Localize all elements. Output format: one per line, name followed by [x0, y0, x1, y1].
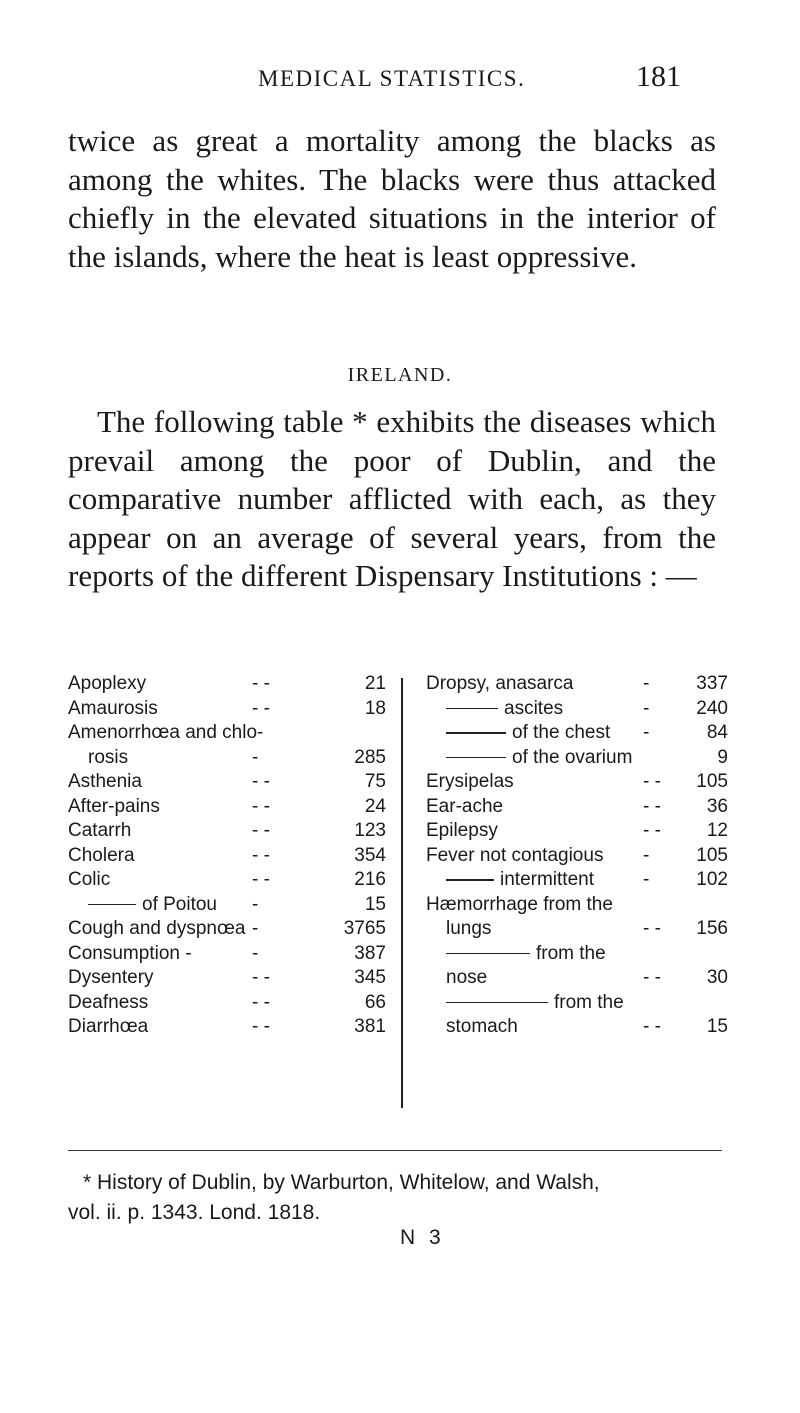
- disease-name: Consumption -: [68, 942, 192, 964]
- table-row: [68, 721, 396, 746]
- case-count: 381: [354, 1016, 386, 1037]
- disease-name-dittoed: [446, 746, 632, 771]
- disease-name: Apoplexy: [68, 673, 147, 694]
- table-row: [68, 868, 396, 893]
- disease-name-dittoed: [446, 868, 594, 893]
- disease-name: Colic: [68, 869, 111, 890]
- disease-subname: from the: [536, 942, 606, 964]
- ditto-rule: [446, 708, 498, 710]
- case-count: 102: [696, 869, 728, 890]
- leader-dashes: -: [252, 893, 259, 915]
- table-row: [68, 770, 396, 795]
- table-row: [68, 672, 396, 697]
- disease-subname: of Poitou: [142, 893, 217, 915]
- footnote-line: * History of Dublin, by Warburton, Whitelow, and Walsh,: [83, 1171, 600, 1194]
- disease-name: Dysentery: [68, 967, 154, 988]
- ditto-rule: [446, 757, 506, 759]
- case-count: 75: [364, 771, 386, 792]
- leader-dashes: - -: [643, 967, 661, 988]
- leader-dashes: -: [643, 697, 650, 719]
- table-right-column: [426, 672, 728, 1040]
- case-count: 12: [706, 820, 728, 841]
- disease-subname: intermittent: [500, 869, 594, 890]
- disease-name: Catarrh: [68, 820, 132, 841]
- disease-name: Dropsy, anasarca: [426, 673, 574, 694]
- disease-name-dittoed: [446, 942, 606, 967]
- case-count: 9: [717, 746, 728, 768]
- table-row: [426, 795, 728, 820]
- disease-name: Amenorrhœa and chlo-: [68, 722, 264, 743]
- case-count: 345: [354, 967, 386, 988]
- signature-mark: N 3: [400, 1226, 445, 1249]
- disease-subname: ascites: [504, 697, 564, 719]
- disease-name: Asthenia: [68, 771, 142, 792]
- case-count: 21: [364, 673, 386, 694]
- disease-name: rosis: [88, 746, 129, 768]
- leader-dashes: - -: [643, 771, 661, 792]
- leader-dashes: -: [643, 673, 650, 694]
- leader-dashes: - -: [252, 967, 270, 988]
- ditto-rule: [446, 732, 506, 734]
- case-count: 105: [696, 844, 728, 866]
- section-heading: IRELAND.: [347, 364, 453, 386]
- case-count: 354: [354, 844, 386, 866]
- disease-name: Erysipelas: [426, 771, 514, 792]
- case-count: 156: [696, 918, 728, 939]
- table-row: [68, 917, 396, 942]
- leader-dashes: -: [252, 746, 259, 768]
- case-count: 285: [354, 746, 386, 768]
- disease-name-dittoed: [446, 991, 624, 1016]
- leader-dashes: - -: [643, 1016, 661, 1037]
- table-row: [426, 697, 728, 722]
- footnote: [68, 1168, 748, 1228]
- ditto-rule: [446, 953, 530, 955]
- case-count: 337: [696, 673, 728, 694]
- leader-dashes: -: [643, 869, 650, 890]
- table-row: [426, 721, 728, 746]
- case-count: 24: [364, 795, 386, 817]
- paragraph-intro: The following table * exhibits the diseases which prevail among the poor of Dublin, and the comparative number afflicted with each, as they appear on an average of several years, from the reports of the different Dispensary Institutions : —: [68, 404, 716, 593]
- table-row: [68, 844, 396, 869]
- leader-dashes: - -: [252, 820, 270, 841]
- ditto-rule: [446, 879, 494, 881]
- disease-name-dittoed: [446, 697, 563, 722]
- table-row: [426, 893, 728, 918]
- table-row: [426, 844, 728, 869]
- case-count: 30: [706, 967, 728, 988]
- case-count: 15: [364, 893, 386, 915]
- footnote-line: vol. ii. p. 1343. Lond. 1818.: [68, 1201, 321, 1224]
- leader-dashes: - -: [252, 771, 270, 792]
- table-row: [426, 819, 728, 844]
- disease-table: [68, 672, 728, 1112]
- case-count: 18: [364, 697, 386, 719]
- running-head: [0, 60, 800, 106]
- disease-name: Cholera: [68, 844, 135, 866]
- table-row: [426, 1015, 728, 1040]
- table-row: [68, 893, 396, 918]
- disease-name: Epilepsy: [426, 820, 498, 841]
- leader-dashes: - -: [252, 844, 270, 866]
- leader-dashes: -: [643, 722, 650, 743]
- table-row: [426, 966, 728, 991]
- leader-dashes: -: [643, 844, 650, 866]
- case-count: 123: [354, 820, 386, 841]
- table-row: [426, 672, 728, 697]
- running-title: MEDICAL STATISTICS.: [258, 66, 526, 91]
- case-count: 105: [696, 771, 728, 792]
- table-row: [68, 819, 396, 844]
- leader-dashes: - -: [252, 673, 270, 694]
- table-row: [68, 697, 396, 722]
- table-row: [426, 991, 728, 1016]
- case-count: 84: [706, 722, 728, 743]
- table-row: [426, 917, 728, 942]
- disease-name: Cough and dyspnœa: [68, 918, 246, 939]
- table-row: [68, 795, 396, 820]
- disease-name: Diarrhœa: [68, 1016, 149, 1037]
- case-count: 3765: [343, 918, 386, 939]
- disease-name: lungs: [446, 918, 492, 939]
- disease-subname: of the ovarium: [512, 746, 633, 768]
- leader-dashes: - -: [643, 820, 661, 841]
- leader-dashes: - -: [252, 869, 270, 890]
- table-row: [426, 942, 728, 967]
- table-row: [68, 942, 396, 967]
- table-row: [68, 1015, 396, 1040]
- ditto-rule: [88, 904, 136, 906]
- table-row: [426, 746, 728, 771]
- table-row: [426, 770, 728, 795]
- column-divider: [401, 678, 403, 1108]
- table-row: [68, 991, 396, 1016]
- case-count: 36: [706, 795, 728, 817]
- table-left-column: [68, 672, 396, 1040]
- case-count: 387: [354, 942, 386, 964]
- leader-dashes: - -: [643, 918, 661, 939]
- leader-dashes: - -: [252, 991, 270, 1013]
- disease-name: Ear-ache: [426, 795, 504, 817]
- case-count: 15: [706, 1016, 728, 1037]
- disease-name: After-pains: [68, 795, 160, 817]
- case-count: 66: [364, 991, 386, 1013]
- paragraph-continuation: twice as great a mortality among the blacks as among the whites. The blacks were thus attacked chiefly in the elevated situations in the interior of the islands, where the heat is least oppressive.: [68, 123, 716, 274]
- table-row: [426, 868, 728, 893]
- disease-name: Deafness: [68, 991, 149, 1013]
- leader-dashes: - -: [252, 795, 270, 817]
- leader-dashes: - -: [643, 795, 661, 817]
- case-count: 240: [696, 697, 728, 719]
- disease-subname: from the: [554, 991, 624, 1013]
- footnote-rule: [68, 1150, 722, 1151]
- disease-name: stomach: [446, 1016, 518, 1037]
- disease-name-dittoed: [446, 721, 610, 746]
- leader-dashes: -: [252, 918, 259, 939]
- ditto-rule: [446, 1002, 548, 1004]
- disease-name: nose: [446, 967, 488, 988]
- page-number: 181: [636, 60, 681, 93]
- disease-name: Fever not contagious: [426, 844, 604, 866]
- disease-name-dittoed: [88, 893, 217, 918]
- case-count: 216: [354, 869, 386, 890]
- disease-subname: of the chest: [512, 722, 611, 743]
- disease-name: Hæmorrhage from the: [426, 893, 613, 915]
- disease-name: Amaurosis: [68, 697, 158, 719]
- leader-dashes: - -: [252, 1016, 270, 1037]
- table-row: [68, 746, 396, 771]
- table-row: [68, 966, 396, 991]
- leader-dashes: - -: [252, 697, 270, 719]
- leader-dashes: -: [252, 942, 259, 964]
